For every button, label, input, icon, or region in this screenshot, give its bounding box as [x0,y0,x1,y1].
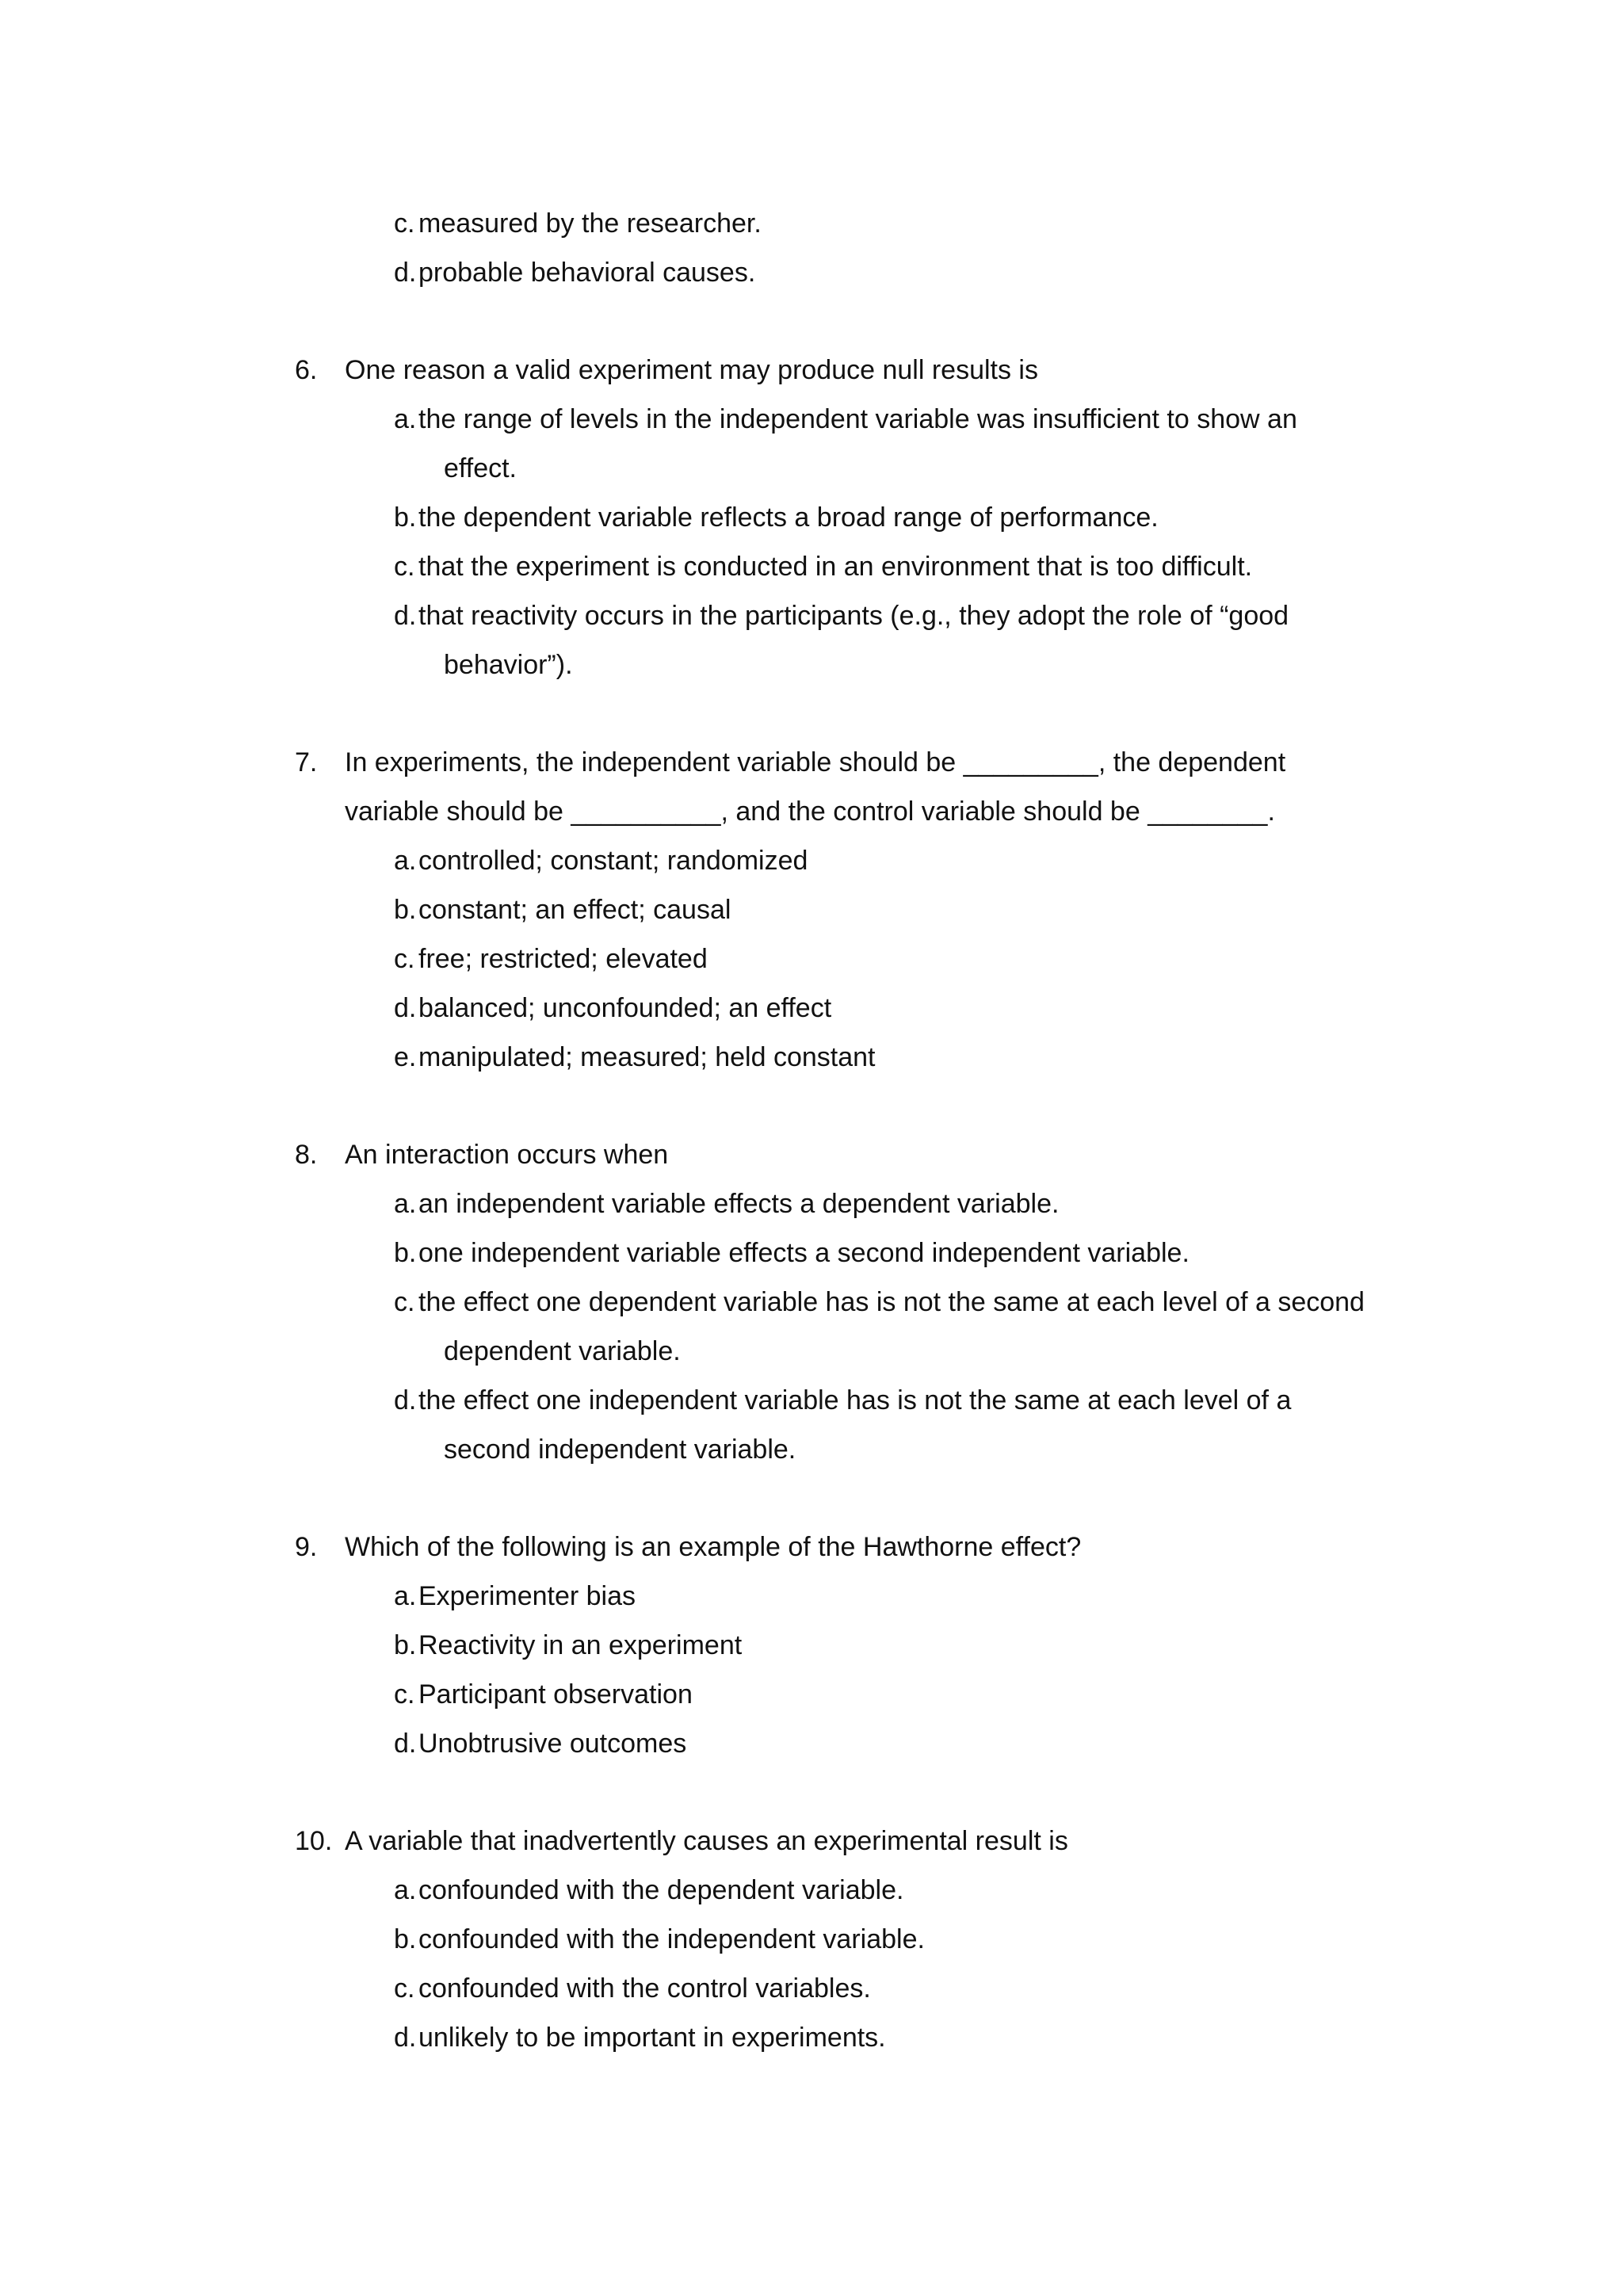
option-text: that the experiment is conducted in an environment that is too difficult. [418,552,1253,582]
option-text: confounded with the independent variable. [418,1924,925,1954]
option-text: the effect one dependent variable has is not the same at each level of a second [418,1287,1365,1317]
option-letter: c. [394,1973,415,2004]
option-letter: a. [394,846,417,876]
question-number: 10. [295,1826,333,1856]
option-letter: d. [394,2023,417,2053]
option-letter: c. [394,208,415,239]
option-text-continued: second independent variable. [444,1435,796,1465]
option-text: free; restricted; elevated [418,944,708,974]
option-letter: b. [394,502,417,533]
option-letter: c. [394,1679,415,1710]
question-text: In experiments, the independent variable should be _________, the dependent [345,747,1286,777]
question-number: 6. [295,355,318,385]
option-letter: d. [394,1385,417,1415]
option-letter: d. [394,601,417,631]
option-text: balanced; unconfounded; an effect [418,993,832,1023]
question-text: An interaction occurs when [345,1140,669,1170]
option-letter: c. [394,944,415,974]
option-letter: b. [394,1238,417,1268]
option-text: unlikely to be important in experiments. [418,2023,886,2053]
option-letter: e. [394,1042,417,1072]
option-letter: b. [394,895,417,925]
question-number: 9. [295,1532,318,1562]
question-number: 8. [295,1140,318,1170]
option-text: Reactivity in an experiment [418,1630,743,1660]
option-text: constant; an effect; causal [418,895,731,925]
option-text: Experimenter bias [418,1581,636,1611]
option-text: an independent variable effects a dependent variable. [418,1189,1060,1219]
option-text: confounded with the dependent variable. [418,1875,904,1905]
option-text-continued: behavior”). [444,650,573,680]
option-text: the range of levels in the independent variable was insufficient to show an [418,404,1297,434]
option-text: confounded with the control variables. [418,1973,871,2004]
option-letter: d. [394,993,417,1023]
option-text: Unobtrusive outcomes [418,1729,687,1759]
question-text: A variable that inadvertently causes an experimental result is [345,1826,1068,1856]
question-text: One reason a valid experiment may produce null results is [345,355,1038,385]
option-letter: d. [394,258,417,288]
option-letter: a. [394,404,417,434]
option-text: the dependent variable reflects a broad range of performance. [418,502,1159,533]
question-text-continued: variable should be __________, and the control variable should be ________. [345,797,1275,827]
option-letter: a. [394,1189,417,1219]
option-text: that reactivity occurs in the participants (e.g., they adopt the role of “good [418,601,1289,631]
option-letter: b. [394,1630,417,1660]
option-text-continued: dependent variable. [444,1336,681,1366]
option-text: the effect one independent variable has is not the same at each level of a [418,1385,1292,1415]
option-text-continued: effect. [444,453,517,483]
option-text: manipulated; measured; held constant [418,1042,876,1072]
option-letter: a. [394,1581,417,1611]
option-letter: c. [394,552,415,582]
option-text: one independent variable effects a second independent variable. [418,1238,1190,1268]
option-text: controlled; constant; randomized [418,846,808,876]
option-text: Participant observation [418,1679,693,1710]
option-letter: c. [394,1287,415,1317]
option-letter: d. [394,1729,417,1759]
question-text: Which of the following is an example of the Hawthorne effect? [345,1532,1082,1562]
option-letter: b. [394,1924,417,1954]
option-letter: a. [394,1875,417,1905]
option-text: measured by the researcher. [418,208,762,239]
question-number: 7. [295,747,318,777]
option-text: probable behavioral causes. [418,258,756,288]
